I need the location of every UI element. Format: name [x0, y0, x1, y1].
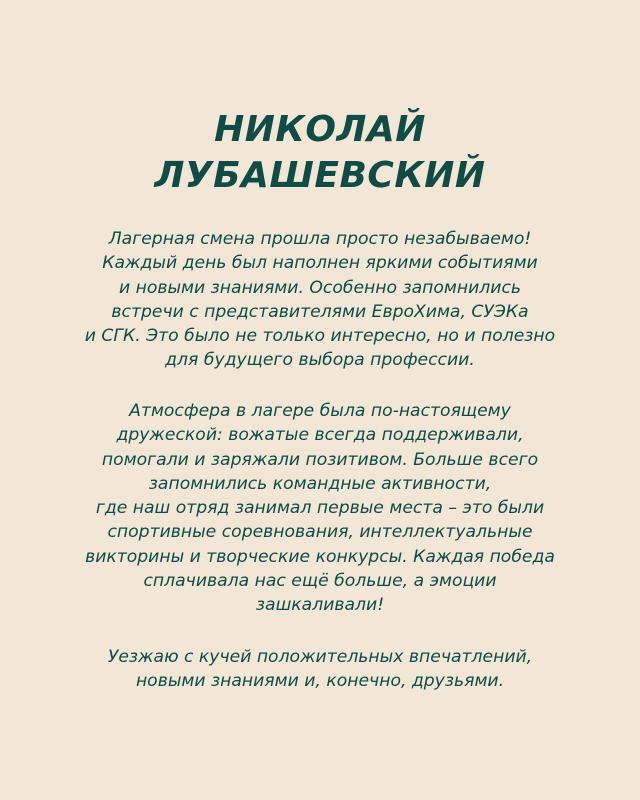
- paragraph-line: где наш отряд занимал первые места – это были: [95, 498, 545, 519]
- name-heading-last: ЛУБАШЕВСКИЙ: [154, 155, 486, 196]
- testimonial-paragraph-2: [20, 399, 620, 618]
- paragraph-line: спортивные соревнования, интеллектуальные: [107, 522, 533, 543]
- paragraph-line: Каждый день был наполнен яркими событиями: [102, 253, 538, 274]
- paragraph-line: Атмосфера в лагере была по-настоящему: [129, 401, 511, 421]
- paragraph-line: новыми знаниями и, конечно, друзьями.: [135, 671, 505, 692]
- paragraph-line: запомнились командные активности,: [148, 473, 492, 494]
- paragraph-line: дружеской: вожатые всегда поддерживали,: [116, 425, 524, 446]
- paragraph-line: помогали и заряжали позитивом. Больше всего: [101, 449, 539, 470]
- name-heading-first: НИКОЛАЙ: [214, 109, 426, 150]
- paragraph-line: и новыми знаниями. Особенно запомнились: [118, 277, 522, 298]
- paragraph-line: Уезжаю с кучей положительных впечатлений,: [107, 647, 533, 667]
- paragraph-line: сплачивала нас ещё больше, а эмоции: [143, 571, 497, 592]
- paragraph-line: зашкаливали!: [255, 595, 385, 616]
- testimonial-paragraph-3: [20, 645, 620, 694]
- paragraph-line: и СГК. Это было не только интересно, но и полезно: [84, 326, 556, 347]
- paragraph-line: для будущего выбора профессии.: [165, 350, 475, 371]
- paragraph-line: встречи с представителями ЕвроХима, СУЭКа: [111, 301, 529, 322]
- paragraph-line: Лагерная смена прошла просто незабываемо!: [108, 229, 532, 249]
- testimonial-paragraph-1: [20, 227, 620, 373]
- paragraph-line: викторины и творческие конкурсы. Каждая победа: [85, 546, 555, 567]
